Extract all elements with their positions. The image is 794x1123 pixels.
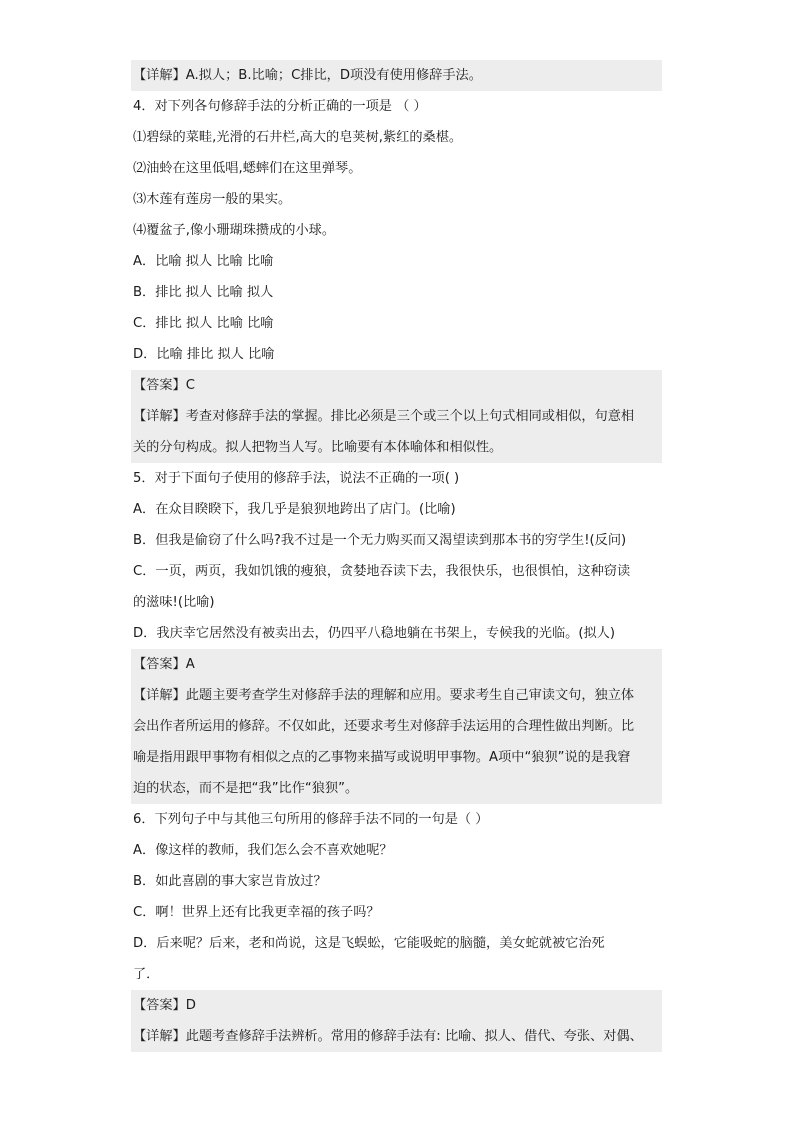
question-line: A．在众目睽睽下，我几乎是狼狈地跨出了店门。(比喻) [133,502,456,517]
explanation-line: 【答案】D [131,990,662,1021]
explanation-line: 【详解】A.拟人；B.比喻；C排比，D项没有使用修辞手法。 [131,60,662,91]
question-line: A．像这样的教师，我们怎么会不喜欢她呢？ [133,843,393,858]
question-line: C．啊！世界上还有比我更幸福的孩子吗？ [133,905,380,920]
explanation-line: 【详解】此题主要考查学生对修辞手法的理解和应用。要求考生自己审读文句，独立体 [131,680,662,711]
question-line: ⑴碧绿的菜畦,光滑的石井栏,高大的皂荚树,紫红的桑椹。 [133,130,463,145]
explanation-line: 迫的状态，而不是把“我”比作“狼狈”。 [131,773,662,804]
question-line: B．但我是偷窃了什么吗?我不过是一个无力购买而又渴望读到那本书的穷学生!(反问) [133,533,627,548]
question-line: C．一页，两页，我如饥饿的瘦狼，贪婪地吞读下去，我很快乐，也很惧怕，这种窃读 [133,564,631,579]
question-line: ⑷覆盆子,像小珊瑚珠攒成的小球。 [133,223,336,238]
question-line: ⑵油蛉在这里低唱,蟋蟀们在这里弹琴。 [133,161,362,176]
explanation-line: 喻是指用跟甲事物有相似之点的乙事物来描写或说明甲事物。A项中“狼狈”说的是我窘 [131,742,662,773]
question-line: 5．对于下面句子使用的修辞手法，说法不正确的一项( ) [133,471,460,486]
question-line: D．后来呢？后来，老和尚说，这是飞蜈蚣，它能吸蛇的脑髓，美女蛇就被它治死 [133,936,605,951]
question-line: ⑶木莲有莲房一般的果实。 [133,192,292,207]
explanation-line: 【答案】C [131,370,662,401]
question-line: C．排比 拟人 比喻 比喻 [133,316,274,331]
explanation-line: 【详解】考查对修辞手法的掌握。排比必须是三个或三个以上句式相同或相似，句意相 [131,401,662,432]
explanation-line: 【详解】此题考查修辞手法辨析。常用的修辞手法有: 比喻、拟人、借代、夸张、对偶、 [131,1021,662,1052]
explanation-line: 会出作者所运用的修辞。不仅如此，还要求考生对修辞手法运用的合理性做出判断。比 [131,711,662,742]
question-line: D．我庆幸它居然没有被卖出去，仍四平八稳地躺在书架上，专候我的光临。(拟人) [133,626,616,641]
question-line: A．比喻 拟人 比喻 比喻 [133,254,274,269]
question-line: 的滋味!(比喻) [133,595,215,610]
question-line: B．排比 拟人 比喻 拟人 [133,285,274,300]
question-line: 了． [133,967,160,982]
document-page [131,60,662,1052]
question-line: 4．对下列各句修辞手法的分析正确的一项是 （ ） [133,99,427,114]
question-line: B．如此喜剧的事大家岂肯放过？ [133,874,327,889]
explanation-line: 【答案】A [131,649,662,680]
explanation-line: 关的分句构成。拟人把物当人写。比喻要有本体喻体和相似性。 [131,432,662,463]
question-line: 6．下列句子中与其他三句所用的修辞手法不同的一句是（ ） [133,812,489,827]
question-line: D．比喻 排比 拟人 比喻 [133,347,275,362]
